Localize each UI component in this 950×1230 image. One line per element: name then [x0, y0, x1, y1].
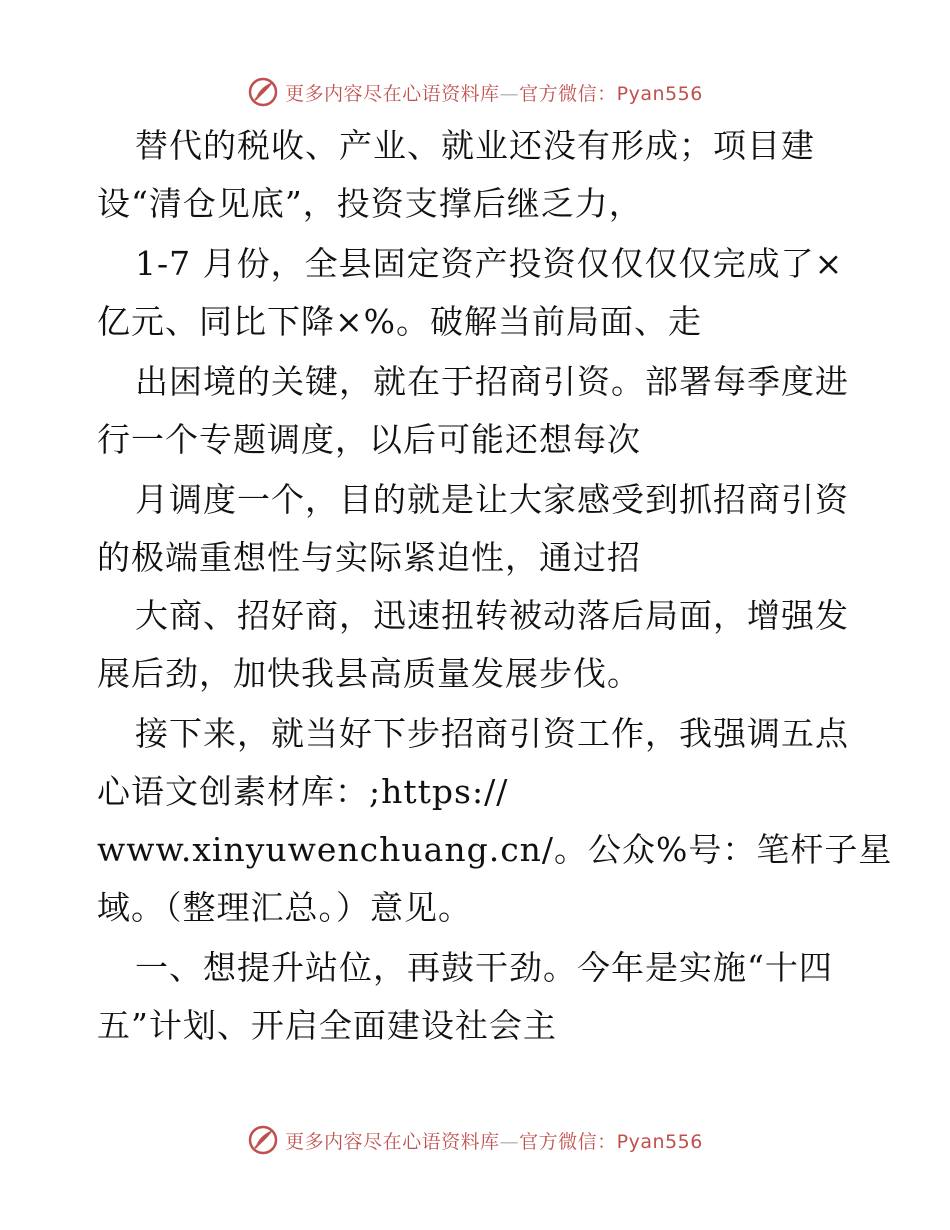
footer-main-text: 更多内容尽在心语资料库 — [285, 1130, 500, 1153]
header-wechat-text: 官方微信：Pyan556 — [519, 82, 703, 105]
footer-wechat-text: 官方微信：Pyan556 — [519, 1130, 703, 1153]
body-line-13: www.xinyuwenchuang.cn/。公众%号：笔杆子星 — [97, 830, 893, 869]
body-line-6: 行一个专题调度，以后可能还想每次 — [97, 420, 641, 459]
body-line-14: 域。（整理汇总。）意见。 — [97, 888, 472, 927]
body-line-16: 五”计划、开启全面建设社会主 — [97, 1006, 557, 1045]
body-line-11: 接下来，就当好下步招商引资工作，我强调五点 — [135, 714, 849, 753]
body-line-10: 展后劲，加快我县高质量发展步伐。 — [97, 654, 641, 693]
footer-banner-text — [285, 1127, 703, 1154]
body-line-9: 大商、招好商，迅速扭转被动落后局面，增强发 — [135, 596, 849, 635]
body-line-5: 出困境的关键，就在于招商引资。部署每季度进 — [135, 362, 849, 401]
body-line-12: 心语文创素材库：;https:// — [97, 772, 509, 811]
header-banner-text — [285, 79, 703, 106]
body-line-7: 月调度一个，目的就是让大家感受到抓招商引资 — [135, 480, 849, 519]
header-main-text: 更多内容尽在心语资料库 — [285, 82, 500, 105]
quill-logo-icon — [247, 76, 279, 108]
body-line-8: 的极端重想性与实际紧迫性，通过招 — [97, 538, 641, 577]
body-line-4: 亿元、同比下降×%。破解当前局面、走 — [97, 302, 703, 341]
header-banner — [0, 72, 950, 112]
body-line-15: 一、想提升站位，再鼓干劲。今年是实施“十四 — [135, 948, 833, 987]
body-line-1: 替代的税收、产业、就业还没有形成；项目建 — [135, 126, 815, 165]
body-line-3: 1-7 月份，全县固定资产投资仅仅仅仅完成了× — [135, 244, 844, 283]
footer-banner — [0, 1120, 950, 1160]
header-separator: — — [499, 82, 520, 105]
body-line-2: 设“清仓见底”，投资支撑后继乏力， — [97, 184, 643, 223]
quill-logo-icon — [247, 1124, 279, 1156]
footer-separator: — — [499, 1130, 520, 1153]
